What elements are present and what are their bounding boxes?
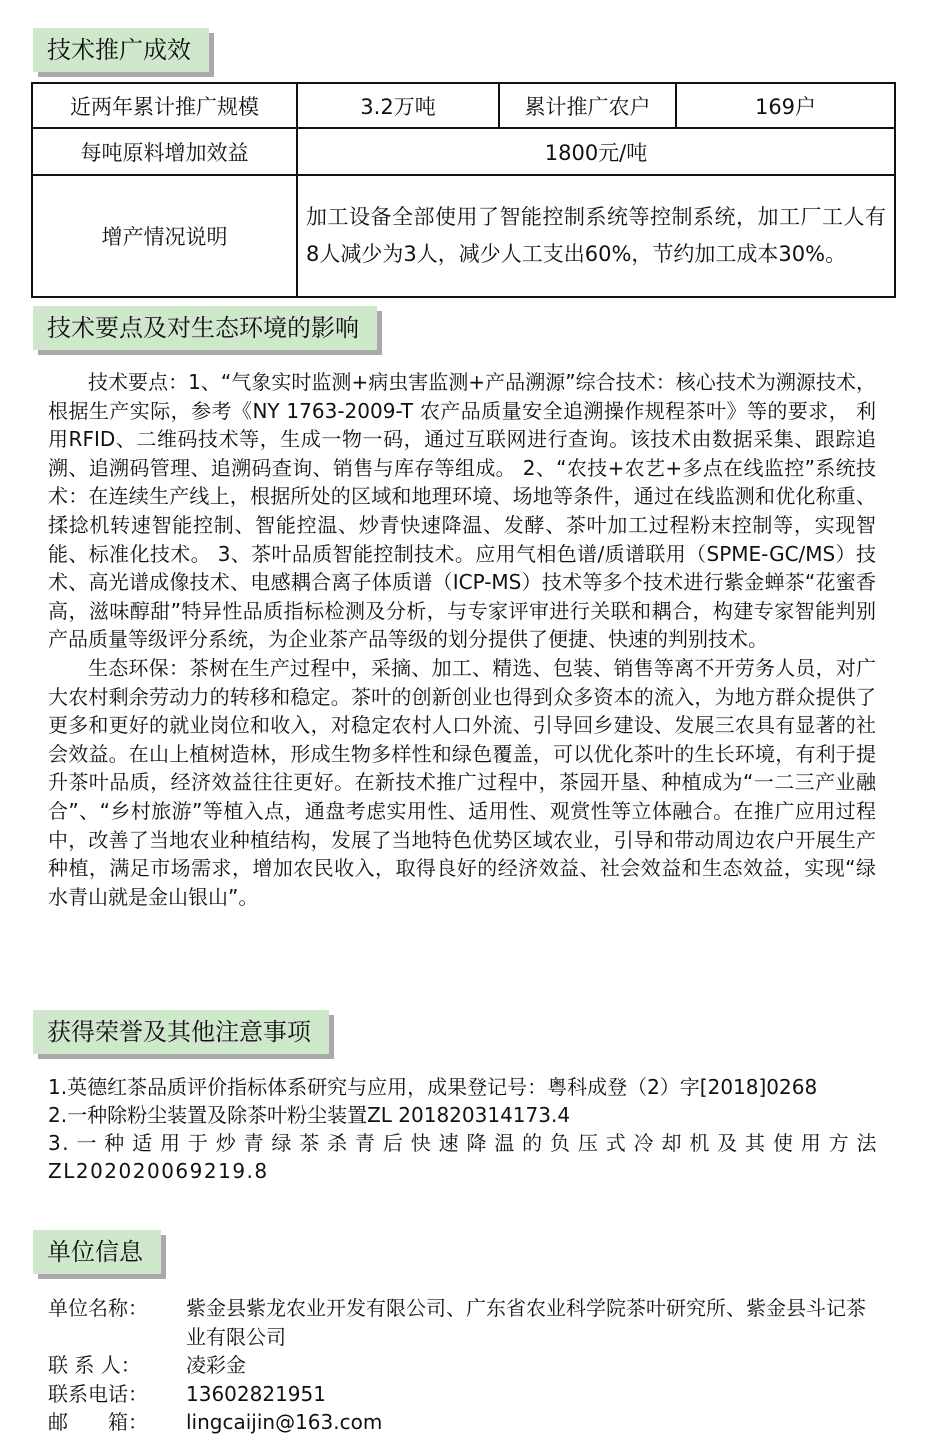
unit-name-label: 单位名称：: [48, 1296, 148, 1320]
contact-row: [48, 1351, 878, 1380]
benefit-value: 1800元/吨: [297, 128, 895, 175]
section-title-promotion: 技术推广成效: [33, 28, 209, 72]
table-row: [32, 83, 895, 128]
email-value: lingcaijin@163.com: [186, 1410, 383, 1434]
email-row: [48, 1408, 878, 1437]
phone-row: [48, 1380, 878, 1409]
desc-value: 加工设备全部使用了智能控制系统等控制系统，加工厂工人有8人减少为3人，减少人工支出60%，节约加工成本30%。: [297, 175, 895, 297]
section-title-honors: 获得荣誉及其他注意事项: [33, 1010, 329, 1054]
contact-label: 联 系 人：: [48, 1353, 141, 1377]
scale-value: 3.2万吨: [297, 83, 499, 128]
contact-value: 凌彩金: [186, 1353, 246, 1377]
unit-name-value: 紫金县紫龙农业开发有限公司、广东省农业科学院茶叶研究所、紫金县斗记茶业有限公司: [186, 1296, 866, 1349]
section-title-tech: 技术要点及对生态环境的影响: [33, 306, 377, 350]
unit-info: [48, 1294, 878, 1437]
phone-value: 13602821951: [186, 1381, 326, 1406]
phone-label: 联系电话：: [48, 1381, 148, 1406]
list-item: 3.一种适用于炒青绿茶杀青后快速降温的负压式冷却机及其使用方法ZL202020069219.8: [48, 1131, 878, 1183]
list-item: 2.一种除粉尘装置及除茶叶粉尘装置ZL 201820314173.4: [48, 1103, 571, 1127]
unit-name-row: [48, 1294, 878, 1351]
tech-paragraph: 技术要点：1、“气象实时监测+病虫害监测+产品溯源”综合技术：核心技术为溯源技术，根据生产实际，参考《NY 1763-2009-T 农产品质量安全追溯操作规程茶叶》等的要求， 利用RFID、二维码技术等，生成一物一码，通过互联网进行查询。该技术由数据采集、跟踪追溯、追溯码管理、追溯码查询、销售与库存等组成。 2、“农技+农艺+多点在线监控”系统技术：在连续生产线上，根据所处的区域和地理环境、场地等条件，通过在线监测和优化称重、揉捻机转速智能控制、智能控温、炒青快速降温、发酵、茶叶加工过程粉末控制等，实现智能、标准化技术。 3、茶叶品质智能控制技术。应用气相色谱/质谱联用（SPME-GC/MS）技术、高光谱成像技术、电感耦合离子体质谱（ICP-MS）技术等多个技术进行紫金蝉茶“花蜜香高，滋味醇甜”特异性品质指标检测及分析，与专家评审进行关联和耦合，构建专家智能判别产品质量等级评分系统，为企业茶产品等级的划分提供了便捷、快速的判别技术。: [48, 370, 876, 652]
email-label: 邮 箱：: [48, 1410, 148, 1434]
benefit-label: 每吨原料增加效益: [32, 128, 297, 175]
farmers-value: 169户: [676, 83, 895, 128]
scale-label: 近两年累计推广规模: [32, 83, 297, 128]
desc-label: 增产情况说明: [32, 175, 297, 297]
section-title-unit: 单位信息: [33, 1230, 161, 1274]
list-item: 1.英德红茶品质评价指标体系研究与应用，成果登记号：粤科成登（2）字[2018]0268: [48, 1075, 818, 1099]
promotion-table: [31, 82, 896, 298]
table-row: [32, 128, 895, 175]
farmers-label: 累计推广农户: [499, 83, 676, 128]
ecology-paragraph: 生态环保：茶树在生产过程中，采摘、加工、精选、包装、销售等离不开劳务人员，对广大农村剩余劳动力的转移和稳定。茶叶的创新创业也得到众多资本的流入，为地方群众提供了更多和更好的就业岗位和收入，对稳定农村人口外流、引导回乡建设、发展三农具有显著的社会效益。在山上植树造林，形成生物多样性和绿色覆盖，可以优化茶叶的生长环境，有利于提升茶叶品质，经济效益往往更好。在新技术推广过程中，茶园开垦、种植成为“一二三产业融合”、“乡村旅游”等植入点，通盘考虑实用性、适用性、观赏性等立体融合。在推广应用过程中，改善了当地农业种植结构，发展了当地特色优势区域农业，引导和带动周边农户开展生产种植，满足市场需求，增加农民收入，取得良好的经济效益、社会效益和生态效益，实现“绿水青山就是金山银山”。: [48, 655, 876, 909]
table-row: [32, 175, 895, 297]
tech-body: [48, 368, 876, 911]
honors-list: [48, 1073, 878, 1185]
